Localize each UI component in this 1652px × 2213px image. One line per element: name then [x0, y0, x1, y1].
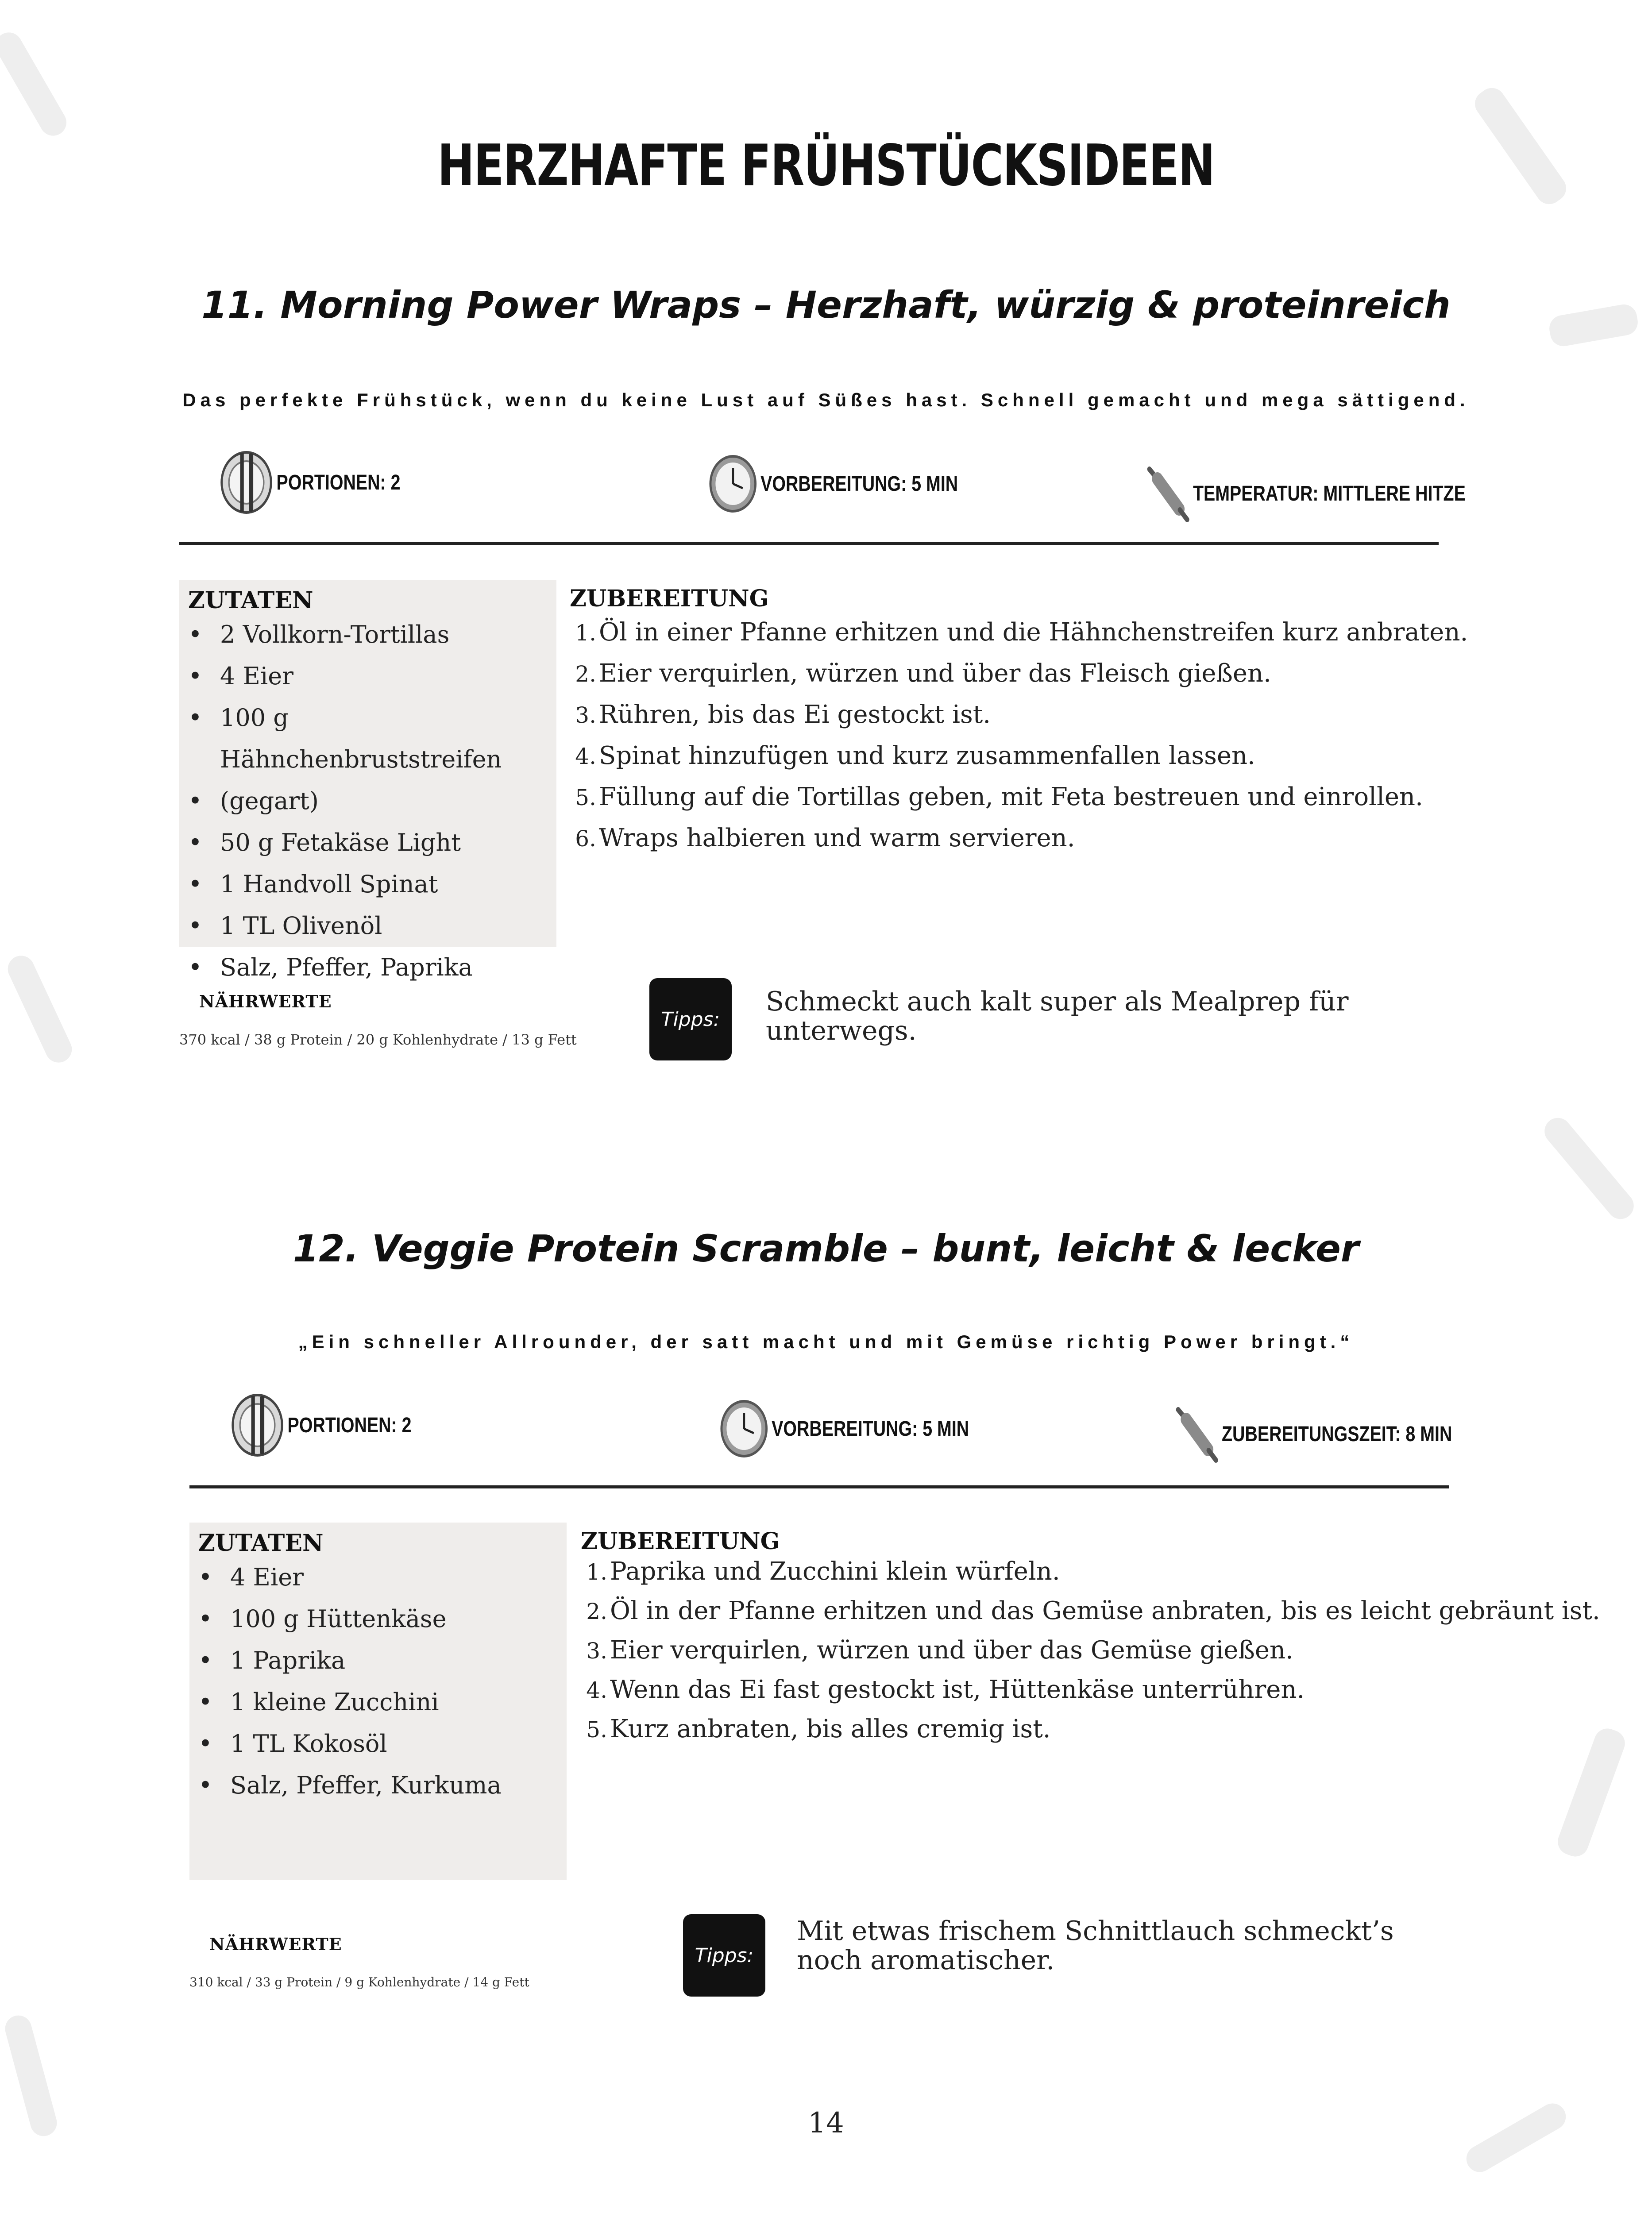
ingredient-item: • 1 TL Olivenöl — [188, 905, 548, 947]
divider — [189, 1485, 1449, 1488]
ingredient-item: • 4 Eier — [188, 655, 548, 697]
ingredient-item: • 2 Vollkorn-Tortillas — [188, 614, 548, 655]
meta-label: PORTIONEN: 2 — [287, 1413, 412, 1437]
preparation-steps — [581, 1552, 1600, 1749]
page-number: 14 — [808, 2107, 844, 2140]
ingredient-item: • 1 TL Kokosöl — [198, 1723, 558, 1765]
tip-text: Schmeckt auch kalt super als Mealprep für unterwegs. — [766, 986, 1349, 1046]
divider — [179, 542, 1439, 545]
step-item: 3. Eier verquirlen, würzen und über das Gemüse gießen. — [586, 1636, 1293, 1665]
ingredients-box — [189, 1523, 567, 1880]
tipps-badge — [683, 1914, 765, 1997]
step-item: 1. Paprika und Zucchini klein würfeln. — [586, 1557, 1060, 1586]
ingredient-item: • 100 g Hüttenkäse — [198, 1598, 558, 1640]
tip-text: Mit etwas frischem Schnittlauch schmeckt’s noch aromatischer. — [797, 1916, 1394, 1976]
ingredient-item: • 1 Handvoll Spinat — [188, 864, 548, 905]
ingredients-heading: ZUTATEN — [198, 1530, 324, 1557]
step-item: 5. Füllung auf die Tortillas geben, mit Feta bestreuen und einrollen. — [575, 783, 1423, 811]
background-decoration — [1539, 1112, 1639, 1224]
step-item: 4. Spinat hinzufügen und kurz zusammenfallen lassen. — [575, 741, 1255, 770]
nutrition-values: 370 kcal / 38 g Protein / 20 g Kohlenhydrate / 13 g Fett — [179, 1031, 577, 1048]
meta-preparation — [719, 1399, 969, 1459]
plate-cutlery-icon — [230, 1390, 285, 1461]
ingredient-item: • 4 Eier — [198, 1557, 558, 1598]
ingredient-item: • 100 g Hähnchenbruststreifen — [188, 697, 548, 780]
meta-label: VORBEREITUNG: 5 MIN — [760, 472, 958, 496]
tipps-badge — [649, 978, 732, 1060]
clock-icon — [708, 454, 758, 514]
meta-cooking-time — [1175, 1405, 1452, 1463]
preparation-section — [581, 1528, 1600, 1749]
step-item: 4. Wenn das Ei fast gestockt ist, Hüttenkäse unterrühren. — [586, 1675, 1305, 1704]
ingredient-item: • 1 Paprika — [198, 1640, 558, 1681]
step-item: 6. Wraps halbieren und warm servieren. — [575, 824, 1075, 852]
ingredient-item: • Salz, Pfeffer, Paprika — [188, 947, 548, 988]
preparation-heading: ZUBEREITUNG — [570, 585, 769, 612]
step-item: 1. Öl in einer Pfanne erhitzen und die Hähnchenstreifen kurz anbraten. — [575, 618, 1468, 647]
ingredient-item-continuation: • (gegart) — [188, 780, 548, 822]
ingredients-heading: ZUTATEN — [188, 587, 313, 614]
ingredients-box — [179, 580, 556, 981]
meta-portions — [230, 1390, 411, 1461]
recipe-title: 12. Veggie Protein Scramble – bunt, leicht & lecker — [293, 1227, 1359, 1270]
plate-cutlery-icon — [219, 447, 274, 518]
ingredients-list — [188, 614, 548, 988]
ingredient-item: • Salz, Pfeffer, Kurkuma — [198, 1765, 558, 1806]
ingredients-list — [198, 1557, 558, 1806]
meta-temperature — [1146, 465, 1466, 522]
tipps-label: Tipps: — [695, 1944, 754, 1967]
background-decoration — [0, 27, 71, 140]
nutrition-values: 310 kcal / 33 g Protein / 9 g Kohlenhydrate / 14 g Fett — [189, 1975, 529, 1989]
preparation-heading: ZUBEREITUNG — [581, 1528, 780, 1555]
step-item: 5. Kurz anbraten, bis alles cremig ist. — [586, 1715, 1051, 1743]
rolling-pin-icon — [1146, 465, 1190, 522]
rolling-pin-icon — [1175, 1405, 1219, 1463]
step-item: 2. Eier verquirlen, würzen und über das Fleisch gießen. — [575, 659, 1271, 688]
step-item: 3. Rühren, bis das Ei gestockt ist. — [575, 700, 991, 729]
background-decoration — [1554, 1725, 1629, 1860]
background-decoration — [1470, 83, 1571, 209]
recipe-subtitle: Das perfekte Frühstück, wenn du keine Lust auf Süßes hast. Schnell gemacht und mega sättigend. — [182, 389, 1470, 410]
meta-label: PORTIONEN: 2 — [276, 470, 401, 494]
tipps-label: Tipps: — [661, 1008, 720, 1031]
preparation-section — [570, 585, 1468, 859]
recipe-title: 11. Morning Power Wraps – Herzhaft, würzig & proteinreich — [201, 283, 1451, 327]
recipe-subtitle: „Ein schneller Allrounder, der satt macht und mit Gemüse richtig Power bringt.“ — [298, 1331, 1354, 1352]
meta-preparation — [708, 454, 958, 514]
background-decoration — [4, 952, 76, 1067]
nutrition-heading: NÄHRWERTE — [199, 991, 332, 1011]
nutrition-heading: NÄHRWERTE — [209, 1934, 342, 1954]
preparation-steps — [570, 612, 1468, 859]
meta-portions — [219, 447, 400, 518]
clock-icon — [719, 1399, 769, 1459]
step-item: 2. Öl in der Pfanne erhitzen und das Gemüse anbraten, bis es leicht gebräunt ist. — [586, 1596, 1600, 1625]
meta-label: ZUBEREITUNGSZEIT: 8 MIN — [1221, 1422, 1452, 1446]
meta-label: VORBEREITUNG: 5 MIN — [772, 1417, 969, 1441]
ingredient-item: • 50 g Fetakäse Light — [188, 822, 548, 864]
page-title: HERZHAFTE FRÜHSTÜCKSIDEEN — [437, 133, 1215, 199]
ingredient-item: • 1 kleine Zucchini — [198, 1681, 558, 1723]
meta-label: TEMPERATUR: MITTLERE HITZE — [1193, 482, 1466, 505]
